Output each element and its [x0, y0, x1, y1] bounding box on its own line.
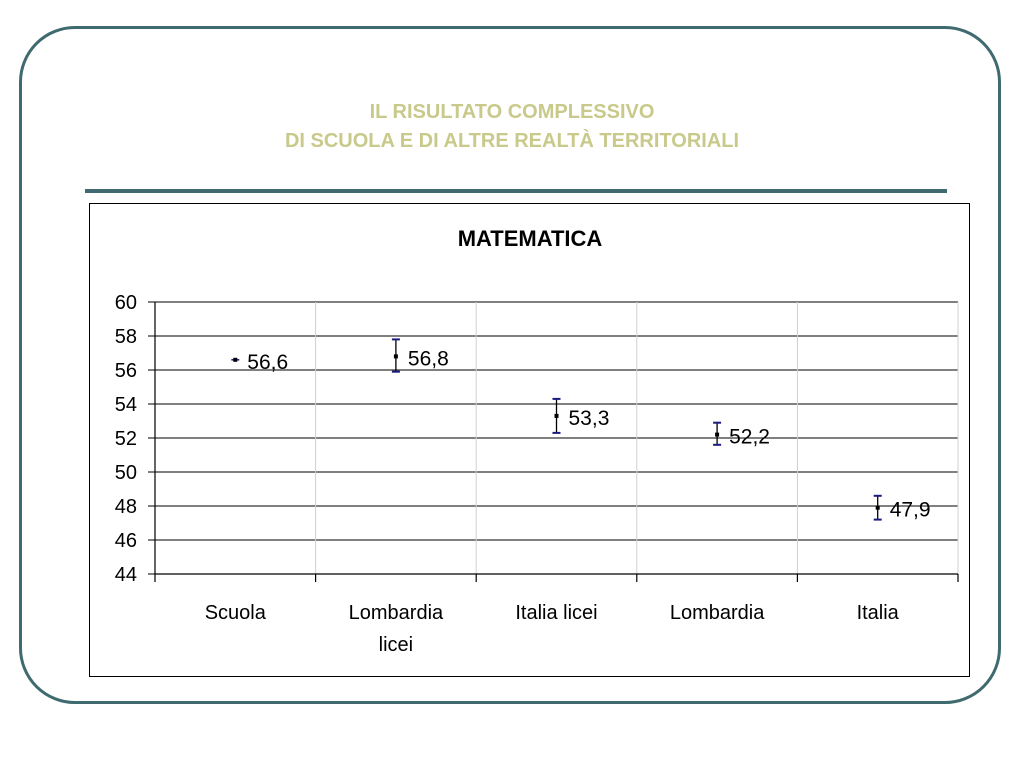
- slide-title-line-2: DI SCUOLA E DI ALTRE REALTÀ TERRITORIALI: [284, 130, 740, 152]
- y-tick-label: 56: [114, 360, 137, 382]
- data-point: [555, 414, 559, 418]
- slide-title: [0, 98, 1024, 156]
- x-tick-label: Italia: [856, 602, 899, 624]
- x-tick-label: licei: [378, 634, 414, 656]
- slide-title-line-1: IL RISULTATO COMPLESSIVO: [369, 101, 655, 123]
- chart-grid: [155, 302, 958, 574]
- data-label: 47,9: [889, 498, 931, 522]
- y-tick-label: 44: [114, 564, 137, 586]
- x-tick-label: Scuola: [204, 602, 266, 624]
- data-label: 56,8: [407, 347, 449, 371]
- chart-labels: [115, 292, 931, 656]
- y-tick-label: 54: [114, 394, 137, 416]
- data-point: [233, 358, 237, 362]
- y-tick-label: 60: [114, 292, 137, 314]
- chart-marks: [231, 339, 881, 519]
- x-tick-label: Italia licei: [515, 602, 598, 624]
- y-tick-label: 50: [114, 462, 137, 484]
- data-point: [715, 433, 719, 437]
- chart: [90, 204, 968, 675]
- data-label: 56,6: [247, 350, 289, 374]
- x-tick-label: Lombardia: [669, 602, 765, 624]
- y-tick-label: 52: [114, 428, 137, 450]
- y-tick-label: 58: [114, 326, 137, 348]
- chart-title: MATEMATICA: [457, 226, 603, 251]
- data-point: [394, 354, 398, 358]
- data-point: [876, 506, 880, 510]
- y-tick-label: 46: [114, 530, 137, 552]
- y-tick-label: 48: [114, 496, 137, 518]
- title-divider: [85, 189, 947, 193]
- chart-container: [89, 203, 970, 677]
- data-label: 52,2: [729, 425, 770, 449]
- data-label: 53,3: [568, 406, 610, 430]
- x-tick-label: Lombardia: [348, 602, 444, 624]
